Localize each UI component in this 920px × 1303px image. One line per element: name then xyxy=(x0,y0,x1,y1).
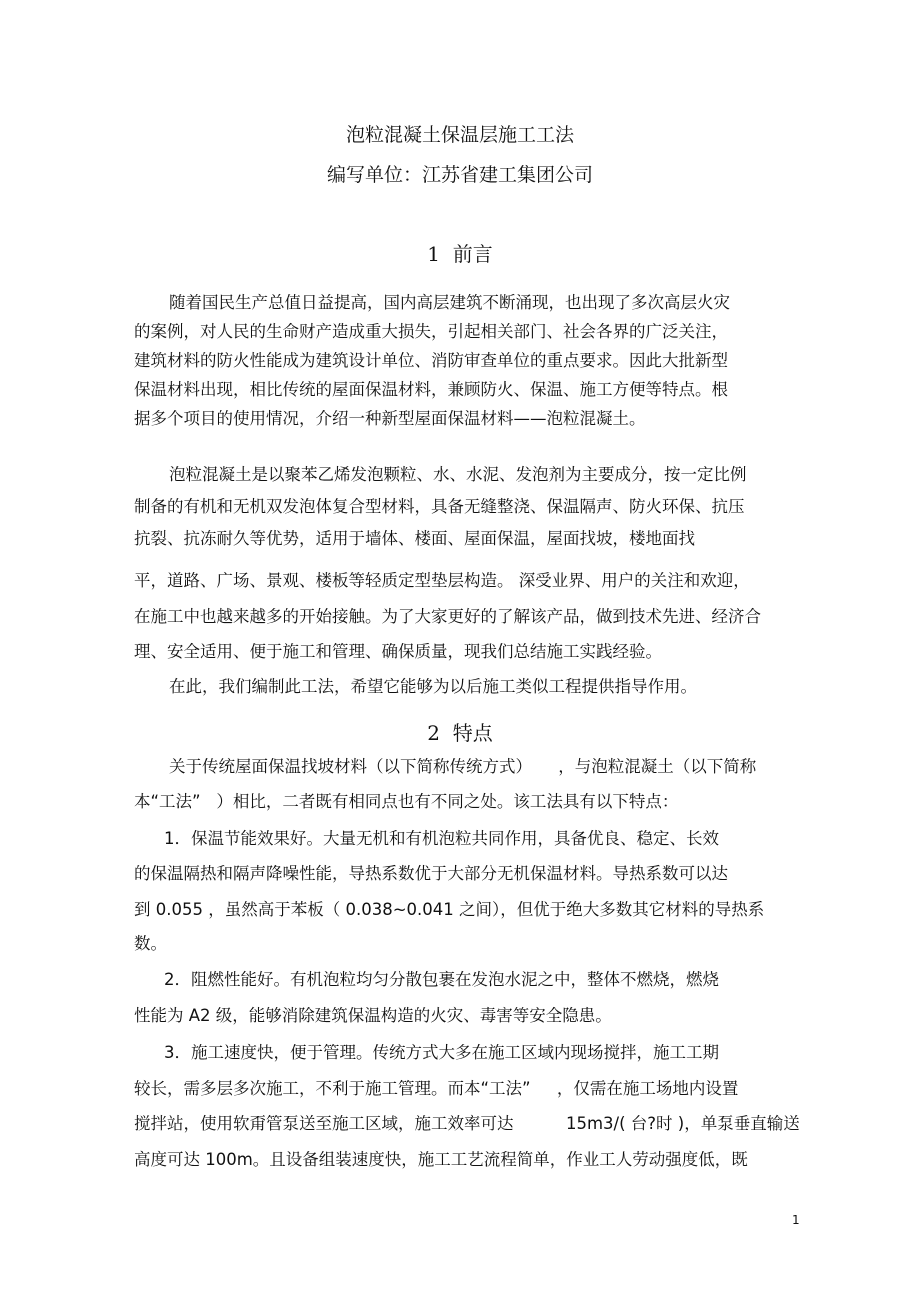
document-author: 编写单位：江苏省建工集团公司 xyxy=(326,164,593,186)
paragraph-line: 平，道路、广场、景观、楼板等轻质定型垫层构造。 深受业界、用户的关注和欢迎， xyxy=(134,571,750,590)
paragraph-line: 保温材料出现，相比传统的屋面保温材料，兼顾防火、保温、施工方便等特点。根 xyxy=(134,380,728,399)
paragraph-line: 抗裂、抗冻耐久等优势，适用于墙体、楼面、屋面保温，屋面找坡，楼地面找 xyxy=(134,529,695,548)
paragraph-line: 的保温隔热和隔声降噪性能，导热系数优于大部分无机保温材料。导热系数可以达 xyxy=(134,864,728,883)
paragraph-line: 随着国民生产总值日益提高，国内高层建筑不断涌现，也出现了多次高层火灾 xyxy=(169,293,730,312)
paragraph-line: 较长，需多层多次施工，不利于施工管理。而本“工法” ，仅需在施工场地内设置 xyxy=(134,1079,739,1098)
paragraph-line: 关于传统屋面保温找坡材料（以下简称传统方式） ，与泡粒混凝土（以下简称 xyxy=(169,757,757,776)
paragraph-line: 本“工法” ）相比，二者既有相同点也有不同之处。该工法具有以下特点： xyxy=(134,792,679,811)
paragraph-line: 3．施工速度快，便于管理。传统方式大多在施工区域内现场搅拌，施工工期 xyxy=(164,1043,719,1062)
paragraph-line: 数。 xyxy=(134,934,167,953)
document-title: 泡粒混凝土保温层施工工法 xyxy=(345,124,574,146)
paragraph-line: 1．保温节能效果好。大量无机和有机泡粒共同作用，具备优良、稳定、长效 xyxy=(164,829,719,848)
paragraph-line: 在此，我们编制此工法，希望它能够为以后施工类似工程提供指导作用。 xyxy=(169,677,697,696)
paragraph-line: 建筑材料的防火性能成为建筑设计单位、消防审查单位的重点要求。因此大批新型 xyxy=(134,351,728,370)
paragraph-line: 制备的有机和无机双发泡体复合型材料，具备无缝整浇、保温隔声、防火环保、抗压 xyxy=(134,497,745,516)
page-number: 1 xyxy=(792,1213,800,1227)
paragraph-line: 搅拌站，使用软甭管泵送至施工区域，施工效率可达 15m3/( 台?时 )，单泵垂直输送 xyxy=(134,1114,800,1133)
paragraph-line: 据多个项目的使用情况，介绍一种新型屋面保温材料——泡粒混凝土。 xyxy=(134,409,646,428)
paragraph-line: 的案例，对人民的生命财产造成重大损失，引起相关部门、社会各界的广泛关注， xyxy=(134,322,728,341)
section-heading-features: 2 特点 xyxy=(427,721,493,745)
paragraph-line: 性能为 A2 级，能够消除建筑保温构造的火灾、毒害等安全隐患。 xyxy=(134,1006,612,1025)
paragraph-line: 泡粒混凝土是以聚苯乙烯发泡颗粒、水、水泥、发泡剂为主要成分，按一定比例 xyxy=(169,465,747,484)
paragraph-line: 到 0.055 ，虽然高于苯板（ 0.038~0.041 之间），但优于绝大多数其它材料的导热系 xyxy=(134,900,765,919)
paragraph-line: 在施工中也越来越多的开始接触。为了大家更好的了解该产品，做到技术先进、经济合 xyxy=(134,607,761,626)
paragraph-line: 理、安全适用、便于施工和管理、确保质量，现我们总结施工实践经验。 xyxy=(134,642,662,661)
paragraph-line: 高度可达 100m。且设备组装速度快，施工工艺流程简单，作业工人劳动强度低，既 xyxy=(134,1150,748,1169)
paragraph-line: 2．阻燃性能好。有机泡粒均匀分散包裹在发泡水泥之中，整体不燃烧，燃烧 xyxy=(164,970,719,989)
section-heading-preface: 1 前言 xyxy=(427,242,493,266)
